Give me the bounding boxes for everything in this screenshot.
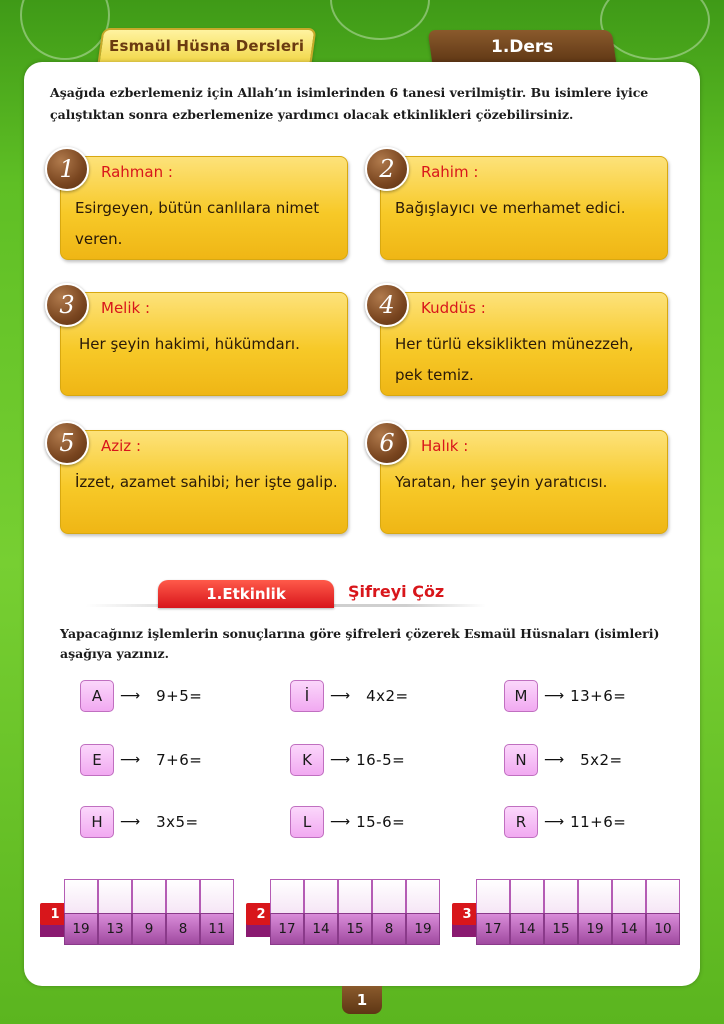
answer-input-box[interactable] xyxy=(578,879,612,913)
decorative-swirl xyxy=(20,0,110,60)
name-description: Esirgeyen, bütün canlılara nimet veren. xyxy=(75,199,320,248)
answer-cell xyxy=(166,879,200,945)
cipher-expression: 11+6= xyxy=(570,813,627,831)
answer-input-box[interactable] xyxy=(544,879,578,913)
cipher-letter: A xyxy=(80,680,114,712)
cipher-item xyxy=(80,680,202,712)
answer-input-box[interactable] xyxy=(612,879,646,913)
cipher-expression: 5x2= xyxy=(580,751,623,769)
cipher-letter: L xyxy=(290,806,324,838)
activity-subtitle: Şifreyi Çöz xyxy=(348,582,445,601)
cipher-letter: İ xyxy=(290,680,324,712)
answer-input-box[interactable] xyxy=(270,879,304,913)
cipher-letter: E xyxy=(80,744,114,776)
answer-input-box[interactable] xyxy=(646,879,680,913)
arrow-right-icon: ⟶ xyxy=(120,752,141,768)
answer-code: 17 xyxy=(476,913,510,945)
answer-row xyxy=(64,879,234,945)
arrow-right-icon: ⟶ xyxy=(544,688,565,704)
number-badge: 4 xyxy=(365,283,409,327)
number-badge: 2 xyxy=(365,147,409,191)
answer-row xyxy=(270,879,440,945)
cipher-expression: 3x5= xyxy=(156,813,199,831)
cipher-expression: 16-5= xyxy=(356,751,406,769)
answer-code: 19 xyxy=(64,913,98,945)
cipher-item xyxy=(504,806,626,838)
answer-code: 15 xyxy=(544,913,578,945)
answer-cell xyxy=(544,879,578,945)
name-card-1 xyxy=(60,156,348,260)
answer-code: 10 xyxy=(646,913,680,945)
answer-group-1 xyxy=(40,879,260,945)
cipher-expression: 9+5= xyxy=(156,687,203,705)
name-title: Kuddüs : xyxy=(421,299,486,317)
answer-number-badge: 1 xyxy=(40,903,70,925)
answer-input-box[interactable] xyxy=(200,879,234,913)
answer-cell xyxy=(372,879,406,945)
answer-input-box[interactable] xyxy=(304,879,338,913)
answer-cell xyxy=(338,879,372,945)
answer-number-badge: 2 xyxy=(246,903,276,925)
name-card-6 xyxy=(380,430,668,534)
answer-input-box[interactable] xyxy=(476,879,510,913)
answer-cell xyxy=(132,879,166,945)
name-description: Her türlü eksiklikten münezzeh, pek temiz. xyxy=(395,335,634,384)
number-badge: 6 xyxy=(365,421,409,465)
answer-row xyxy=(476,879,680,945)
name-title: Rahim : xyxy=(421,163,479,181)
cipher-item xyxy=(290,806,405,838)
name-card-5 xyxy=(60,430,348,534)
name-description: İzzet, azamet sahibi; her işte galip. xyxy=(75,473,338,491)
answer-code: 14 xyxy=(304,913,338,945)
cipher-item xyxy=(504,744,623,776)
arrow-right-icon: ⟶ xyxy=(330,752,351,768)
decorative-swirl xyxy=(600,0,710,60)
name-title: Aziz : xyxy=(101,437,141,455)
answer-input-box[interactable] xyxy=(406,879,440,913)
answer-code: 14 xyxy=(510,913,544,945)
name-title: Rahman : xyxy=(101,163,173,181)
number-badge: 3 xyxy=(45,283,89,327)
answer-input-box[interactable] xyxy=(132,879,166,913)
number-badge: 1 xyxy=(45,147,89,191)
cipher-expression: 15-6= xyxy=(356,813,406,831)
intro-text: Aşağıda ezberlemeniz için Allah’ın isimlerinden 6 tanesi verilmiştir. Bu isimlere iyice çalıştıktan sonra ezberlemenize yardımcı olacak etkinlikleri çözebilirsiniz. xyxy=(50,85,649,122)
lesson-title: 1.Ders xyxy=(490,37,554,57)
answer-code: 9 xyxy=(132,913,166,945)
name-title: Halık : xyxy=(421,437,469,455)
cipher-letter: N xyxy=(504,744,538,776)
answer-cell xyxy=(510,879,544,945)
answer-input-box[interactable] xyxy=(98,879,132,913)
number-badge: 5 xyxy=(45,421,89,465)
answer-group-2 xyxy=(246,879,466,945)
answer-code: 8 xyxy=(372,913,406,945)
arrow-right-icon: ⟶ xyxy=(330,814,351,830)
answer-code: 13 xyxy=(98,913,132,945)
cipher-letter: K xyxy=(290,744,324,776)
answer-code: 19 xyxy=(406,913,440,945)
answer-group-3 xyxy=(452,879,708,945)
answer-input-box[interactable] xyxy=(338,879,372,913)
answer-code: 15 xyxy=(338,913,372,945)
arrow-right-icon: ⟶ xyxy=(120,814,141,830)
cipher-letter: M xyxy=(504,680,538,712)
answer-code: 19 xyxy=(578,913,612,945)
answer-input-box[interactable] xyxy=(64,879,98,913)
answer-cell xyxy=(64,879,98,945)
name-description: Bağışlayıcı ve merhamet edici. xyxy=(395,199,626,217)
answer-code: 8 xyxy=(166,913,200,945)
answer-cell xyxy=(98,879,132,945)
answer-input-box[interactable] xyxy=(372,879,406,913)
cipher-expression: 7+6= xyxy=(156,751,203,769)
page-number: 1 xyxy=(342,986,382,1014)
answer-code: 11 xyxy=(200,913,234,945)
cipher-item xyxy=(290,680,409,712)
arrow-right-icon: ⟶ xyxy=(544,814,565,830)
answer-cell xyxy=(270,879,304,945)
cipher-expression: 4x2= xyxy=(366,687,409,705)
name-card-2 xyxy=(380,156,668,260)
answer-code: 17 xyxy=(270,913,304,945)
cipher-item xyxy=(504,680,626,712)
cipher-item xyxy=(290,744,405,776)
answer-input-box[interactable] xyxy=(166,879,200,913)
name-card-3 xyxy=(60,292,348,396)
answer-number-badge: 3 xyxy=(452,903,482,925)
answer-cell xyxy=(612,879,646,945)
series-title: Esmaül Hüsna Dersleri xyxy=(109,37,305,55)
cipher-expression: 13+6= xyxy=(570,687,627,705)
series-title-tab xyxy=(97,28,316,64)
arrow-right-icon: ⟶ xyxy=(544,752,565,768)
answer-cell xyxy=(578,879,612,945)
name-title: Melik : xyxy=(101,299,151,317)
name-card-4 xyxy=(380,292,668,396)
answer-cell xyxy=(476,879,510,945)
name-description: Yaratan, her şeyin yaratıcısı. xyxy=(395,473,608,491)
arrow-right-icon: ⟶ xyxy=(120,688,141,704)
cipher-letter: H xyxy=(80,806,114,838)
name-description: Her şeyin hakimi, hükümdarı. xyxy=(79,335,300,353)
lesson-tab xyxy=(428,30,617,64)
activity-tab xyxy=(158,580,334,608)
answer-cell xyxy=(406,879,440,945)
answer-code: 14 xyxy=(612,913,646,945)
cipher-item xyxy=(80,806,199,838)
activity-instruction: Yapacağınız işlemlerin sonuçlarına göre şifreleri çözerek Esmaül Hüsnaları (isimleri) aşağıya yazınız. xyxy=(60,626,660,661)
answer-input-box[interactable] xyxy=(510,879,544,913)
decorative-swirl xyxy=(330,0,430,40)
cipher-letter: R xyxy=(504,806,538,838)
arrow-right-icon: ⟶ xyxy=(330,688,351,704)
answer-cell xyxy=(200,879,234,945)
answer-cell xyxy=(646,879,680,945)
activity-title: 1.Etkinlik xyxy=(206,585,286,603)
answer-cell xyxy=(304,879,338,945)
cipher-item xyxy=(80,744,202,776)
